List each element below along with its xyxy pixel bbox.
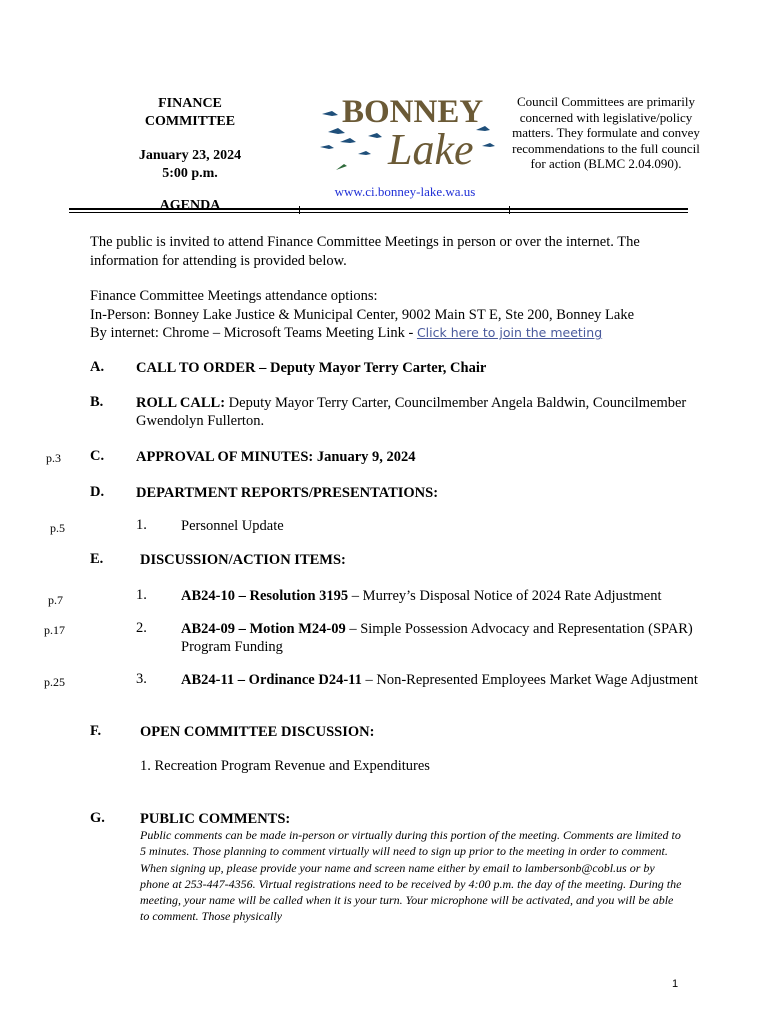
item-description: – Simple Possession Advocacy and Representation (SPAR) Program Funding — [181, 621, 693, 655]
page-ref: p.3 — [46, 451, 61, 465]
item-title: AB24-10 – Resolution 3195 — [181, 588, 349, 604]
discussion-action-items: DISCUSSION/ACTION ITEMS: — [140, 552, 346, 568]
section-letter-e: E. — [90, 551, 104, 567]
agenda-item-ab24-10 — [181, 587, 701, 605]
item-number: 1. — [136, 517, 147, 533]
bonney-lake-logo — [318, 92, 496, 176]
meeting-date: January 23, 2024 — [138, 148, 242, 163]
internet-option — [90, 324, 700, 343]
options-title: Finance Committee Meetings attendance options: — [90, 288, 378, 304]
page-ref: p.25 — [44, 675, 65, 689]
agenda-item-ab24-11 — [181, 671, 701, 689]
in-person-option: In-Person: Bonney Lake Justice & Municipal Center, 9002 Main ST E, Ste 200, Bonney Lake — [90, 306, 635, 323]
meeting-time: 5:00 p.m. — [162, 166, 218, 181]
logo-word-bonney: BONNEY — [342, 94, 484, 130]
internet-prefix: By internet: Chrome – Microsoft Teams Meeting Link - — [90, 325, 417, 341]
intro-paragraph: The public is invited to attend Finance Committee Meetings in person or over the internet. The information for attending is provided below. — [90, 234, 640, 269]
section-letter-g: G. — [90, 810, 105, 826]
agenda-item-ab24-09 — [181, 620, 701, 656]
council-note: Council Committees are primarily concerned with legislative/policy matters. They formulate and convey recommendations to the full council for action (BLMC 2.04.090). — [512, 94, 700, 171]
page-ref: p.5 — [50, 521, 65, 535]
public-comments-body: Public comments can be made in-person or virtually during this portion of the meeting. Comments are limited to 5 minutes. Those planning to comment virtually will need to sign up prior to the meeting in order to comment. When signing up, please provide your name and screen name either by email to lambersonb@cobl.us or by phone at 253-447-4356. Virtual registrations need to be received by 4:00 p.m. the day of the meeting. During the meeting, your name will be called when it is your turn. Your microphone will be activated, and you will be able to comment. Those physically — [140, 828, 682, 924]
section-letter-a: A. — [90, 359, 105, 375]
committee-name-line1: FINANCE — [158, 96, 222, 111]
committee-name-line2: COMMITTEE — [144, 114, 236, 129]
department-reports: DEPARTMENT REPORTS/PRESENTATIONS: — [136, 485, 439, 501]
public-comments-heading: PUBLIC COMMENTS: — [140, 811, 291, 827]
recreation-program-item: 1. Recreation Program Revenue and Expenditures — [140, 758, 430, 774]
committee-header — [110, 95, 270, 215]
header-divider — [509, 206, 510, 214]
logo-word-lake: Lake — [388, 125, 474, 174]
teams-meeting-link[interactable]: Click here to join the meeting — [416, 325, 603, 340]
section-letter-d: D. — [90, 484, 105, 500]
item-title: AB24-09 – Motion M24-09 — [181, 621, 346, 637]
attendance-options — [90, 287, 700, 343]
item-description: – Non-Represented Employees Market Wage Adjustment — [361, 672, 698, 688]
website-link[interactable]: www.ci.bonney-lake.wa.us — [334, 184, 476, 199]
roll-call — [136, 394, 696, 430]
section-letter-c: C. — [90, 448, 105, 464]
header-divider — [299, 206, 300, 214]
approval-of-minutes: APPROVAL OF MINUTES: January 9, 2024 — [136, 449, 416, 465]
roll-call-text: Deputy Mayor Terry Carter, Councilmember Angela Baldwin, Councilmember Gwendolyn Fullerton. — [136, 395, 687, 429]
section-letter-b: B. — [90, 394, 104, 410]
call-to-order: CALL TO ORDER – Deputy Mayor Terry Carter, Chair — [136, 360, 487, 376]
item-number: 3. — [136, 671, 147, 687]
item-number: 1. — [136, 587, 147, 603]
agenda-label: AGENDA — [159, 198, 221, 213]
item-title: AB24-11 – Ordinance D24-11 — [181, 672, 362, 688]
item-description: – Murrey’s Disposal Notice of 2024 Rate Adjustment — [348, 588, 662, 604]
page-number: 1 — [672, 978, 679, 990]
roll-call-label: ROLL CALL: — [136, 395, 226, 411]
page-ref: p.17 — [44, 623, 65, 637]
item-number: 2. — [136, 620, 147, 636]
personnel-update: Personnel Update — [181, 518, 284, 534]
page-ref: p.7 — [48, 593, 63, 607]
section-letter-f: F. — [90, 723, 102, 739]
header-rule-top — [69, 208, 688, 210]
open-committee-discussion: OPEN COMMITTEE DISCUSSION: — [140, 724, 375, 740]
header-rule-bottom — [69, 212, 688, 213]
